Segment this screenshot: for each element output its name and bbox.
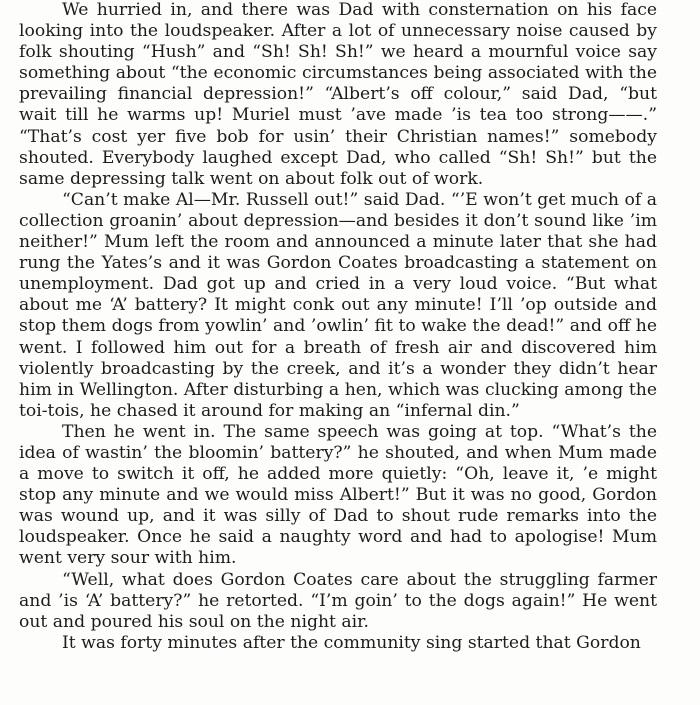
paragraph-1: We hurried in, and there was Dad with consternation on his face looking into the loudspeaker. After a lot of unnecessary noise caused by folk shouting “Hush” and “Sh! Sh! Sh!” we heard a mournful voice say something about “the economic circumstances being associated with the prevailing financial depression!” “Albert’s off colour,” said Dad, “but wait till he warms up! Muriel must ’ave made ’is tea too strong——.” “That’s cost yer five bob for usin’ their Christian names!” somebody shouted. Everybody laughed except Dad, who called “Sh! Sh!” but the same depressing talk went on about folk out of work. (19, 0, 657, 189)
paragraph-2: “Can’t make Al—Mr. Russell out!” said Dad. “’E won’t get much of a collection groanin’ about depression—and besides it don’t sound like ’im neither!” Mum left the room and announced a minute later that she had rung the Yates’s and it was Gordon Coates broadcasting a statement on unemployment. Dad got up and cried in a very loud voice. “But what about me ‘A’ battery? It might conk out any minute! I’ll ’op outside and stop them dogs from yowlin’ and ’owlin’ fit to wake the dead!” and off he went. I followed him out for a breath of fresh air and discovered him violently broadcasting by the creek, and it’s a wonder they didn’t hear him in Wellington. After disturbing a hen, which was clucking among the toi-tois, he chased it around for making an “infernal din.” (19, 189, 657, 421)
paragraph-4: “Well, what does Gordon Coates care about the struggling farmer and ’is ‘A’ battery?” he retorted. “I’m goin’ to the dogs again!” He went out and poured his soul on the night air. (19, 569, 657, 632)
body-text (19, 0, 657, 654)
paragraph-5: It was forty minutes after the community sing started that Gordon (62, 632, 641, 653)
paragraph-3: Then he went in. The same speech was going at top. “What’s the idea of wastin’ the bloomin’ battery?” he shouted, and when Mum made a move to switch it off, he added more quietly: “Oh, leave it, ’e might stop any minute and we would miss Albert!” But it was no good, Gordon was wound up, and it was silly of Dad to shout rude remarks into the loudspeaker. Once he said a naughty word and had to apologise! Mum went very sour with him. (19, 421, 657, 569)
